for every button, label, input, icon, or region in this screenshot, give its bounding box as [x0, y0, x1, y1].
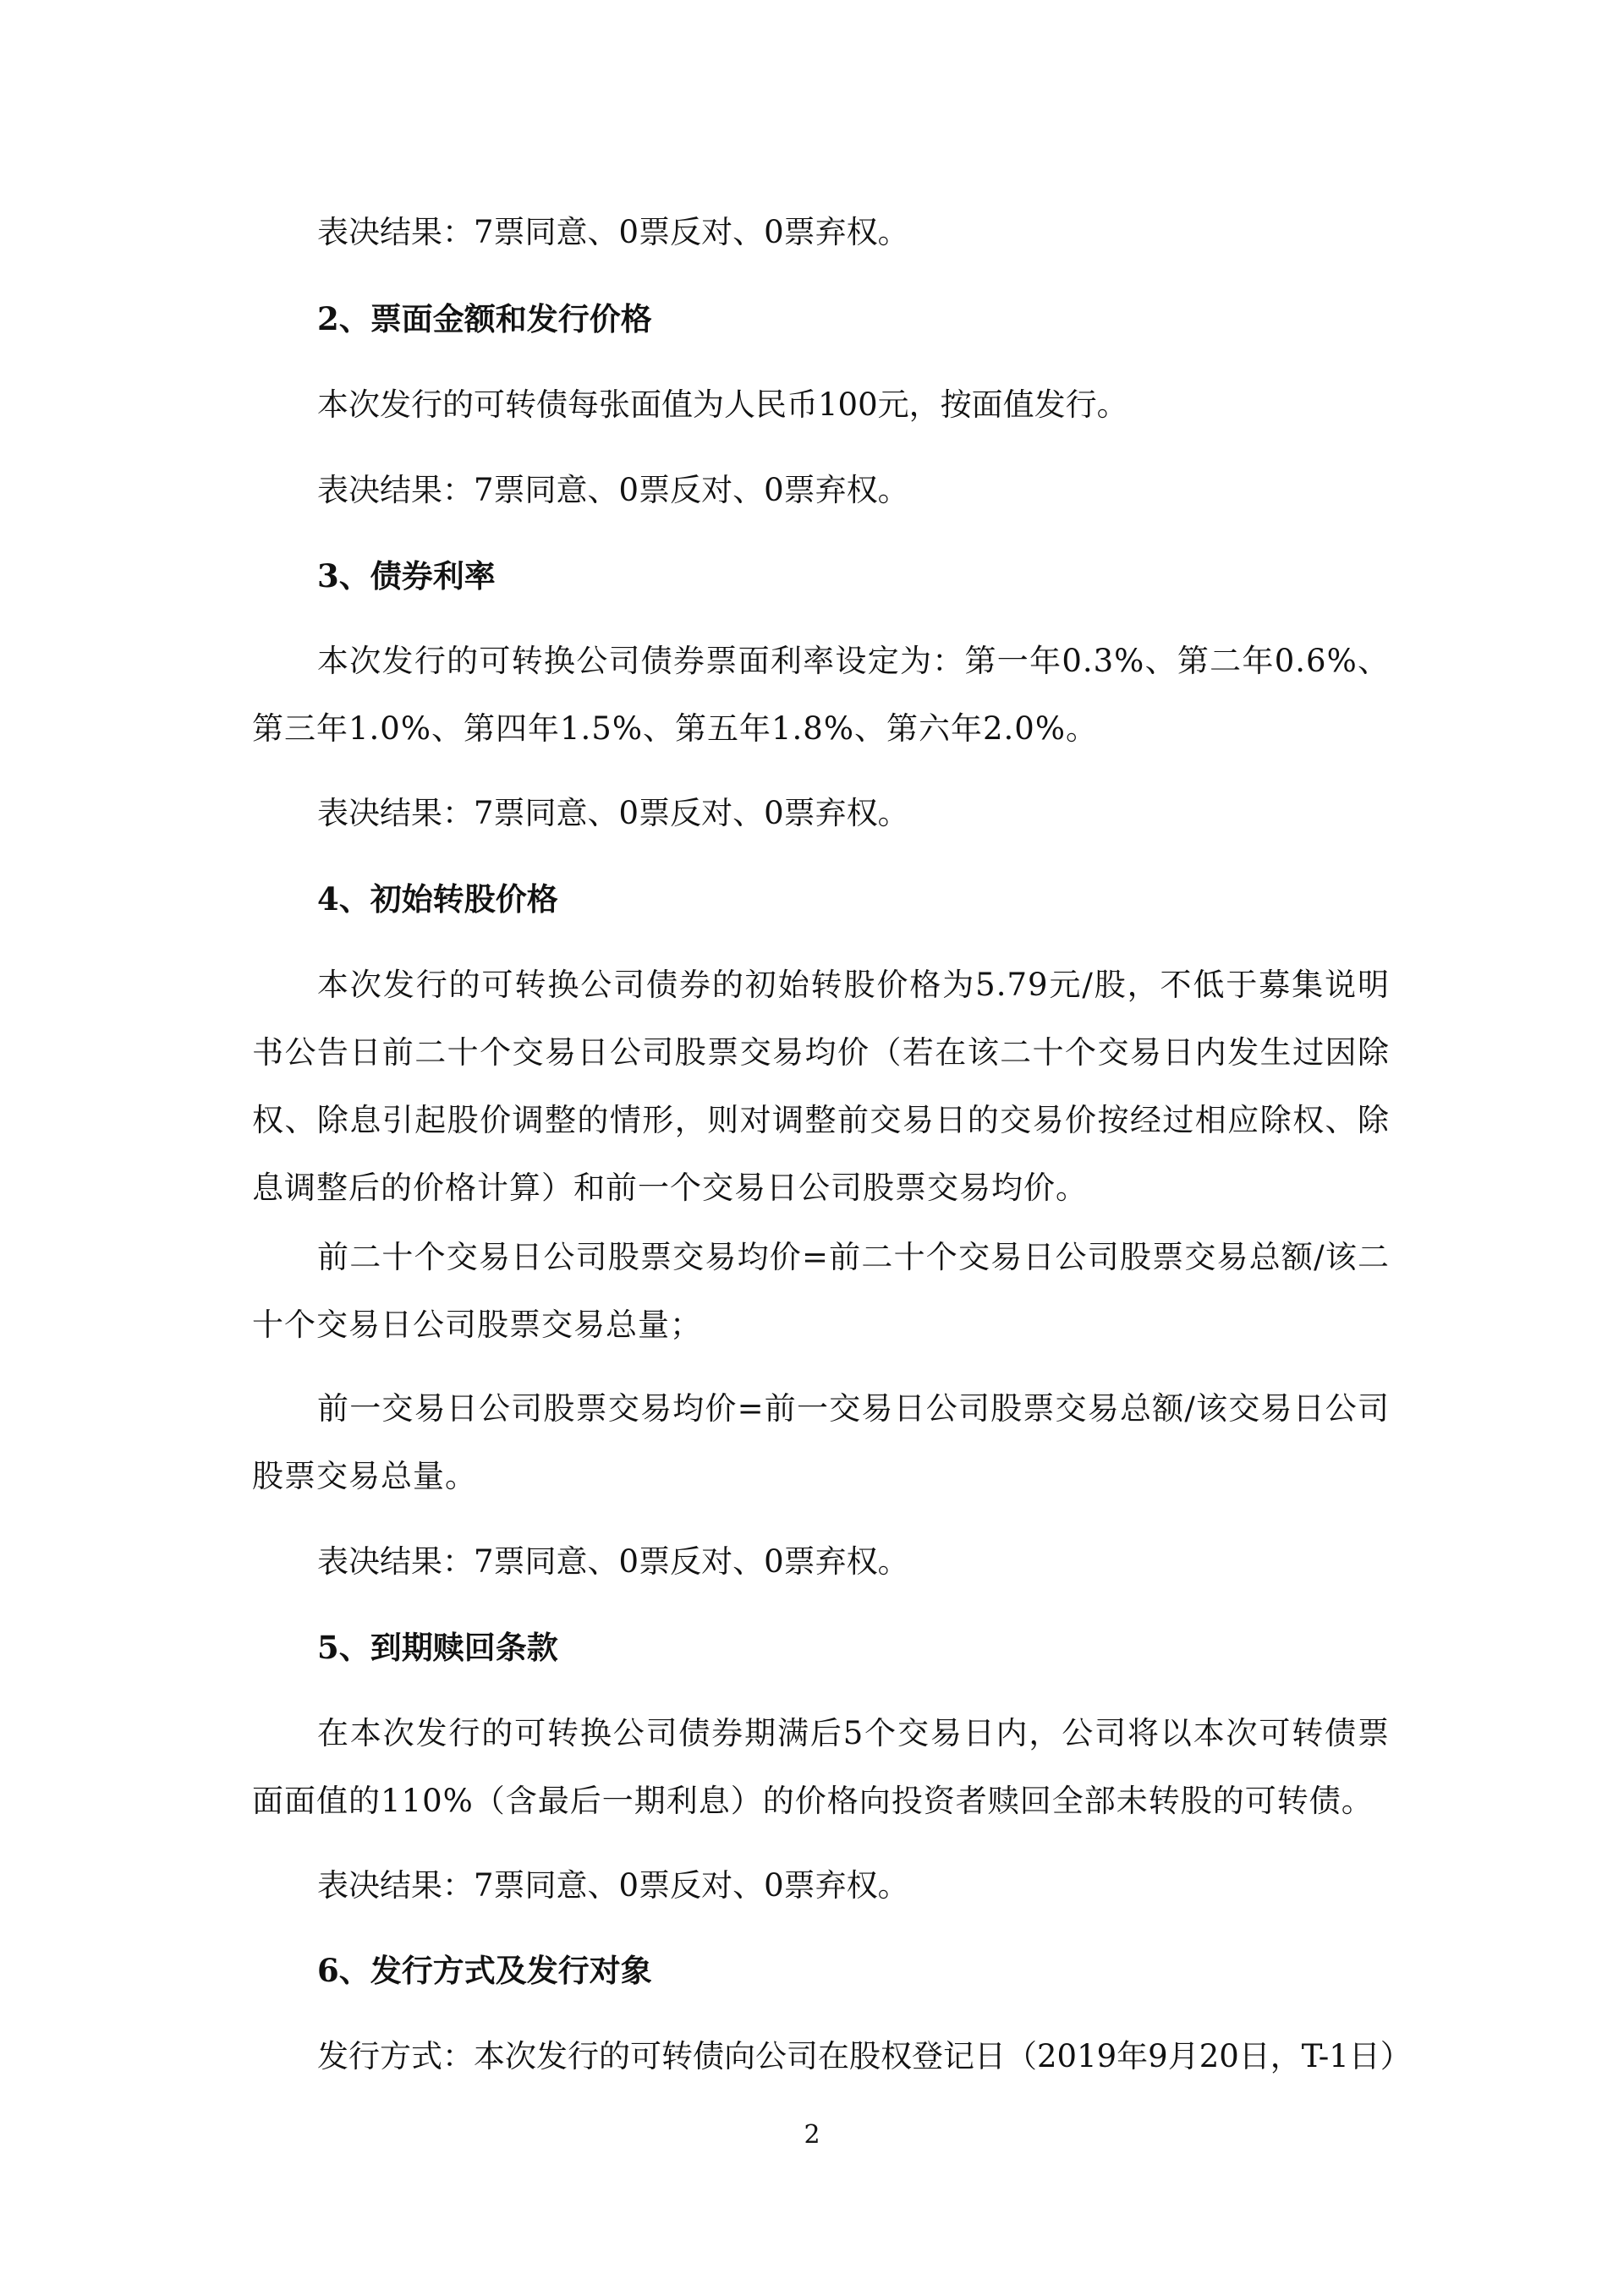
- vote-result-3: 表决结果：7票同意、0票反对、0票弃权。: [317, 795, 909, 831]
- vote-result-2: 表决结果：7票同意、0票反对、0票弃权。: [317, 472, 909, 508]
- section-heading-4: 4、初始转股价格: [317, 880, 558, 918]
- section-heading-6: 6、发行方式及发行对象: [317, 1952, 652, 1989]
- section-heading-3: 3、债券利率: [317, 557, 496, 595]
- section-heading-5: 5、到期赎回条款: [317, 1629, 558, 1666]
- paragraph-4c: 前一交易日公司股票交易均价=前一交易日公司股票交易总额/该交易日公司股票交易总量。: [252, 1390, 1390, 1494]
- paragraph-5: 在本次发行的可转换公司债券期满后5个交易日内，公司将以本次可转债票面面值的110%（含最后一期利息）的价格向投资者赎回全部未转股的可转债。: [252, 1715, 1390, 1819]
- section-heading-2: 2、票面金额和发行价格: [317, 300, 652, 337]
- paragraph-2: 本次发行的可转债每张面值为人民币100元，按面值发行。: [317, 386, 1128, 423]
- vote-result-5: 表决结果：7票同意、0票反对、0票弃权。: [317, 1867, 909, 1904]
- paragraph-6: 发行方式：本次发行的可转债向公司在股权登记日（2019年9月20日，T-1日）: [317, 2038, 1412, 2074]
- vote-result-4: 表决结果：7票同意、0票反对、0票弃权。: [317, 1543, 909, 1580]
- vote-result-1: 表决结果：7票同意、0票反对、0票弃权。: [317, 214, 909, 250]
- paragraph-4b: 前二十个交易日公司股票交易均价=前二十个交易日公司股票交易总额/该二十个交易日公司股票交易总量；: [252, 1239, 1390, 1343]
- paragraph-3: 本次发行的可转换公司债券票面利率设定为：第一年0.3%、第二年0.6%、第三年1.0%、第四年1.5%、第五年1.8%、第六年2.0%。: [252, 643, 1390, 747]
- page-number: 2: [804, 2120, 820, 2150]
- paragraph-4a: 本次发行的可转换公司债券的初始转股价格为5.79元/股，不低于募集说明书公告日前二十个交易日公司股票交易均价（若在该二十个交易日内发生过因除权、除息引起股价调整的情形，则对调整前交易日的交易价按经过相应除权、除息调整后的价格计算）和前一个交易日公司股票交易均价。: [252, 967, 1390, 1206]
